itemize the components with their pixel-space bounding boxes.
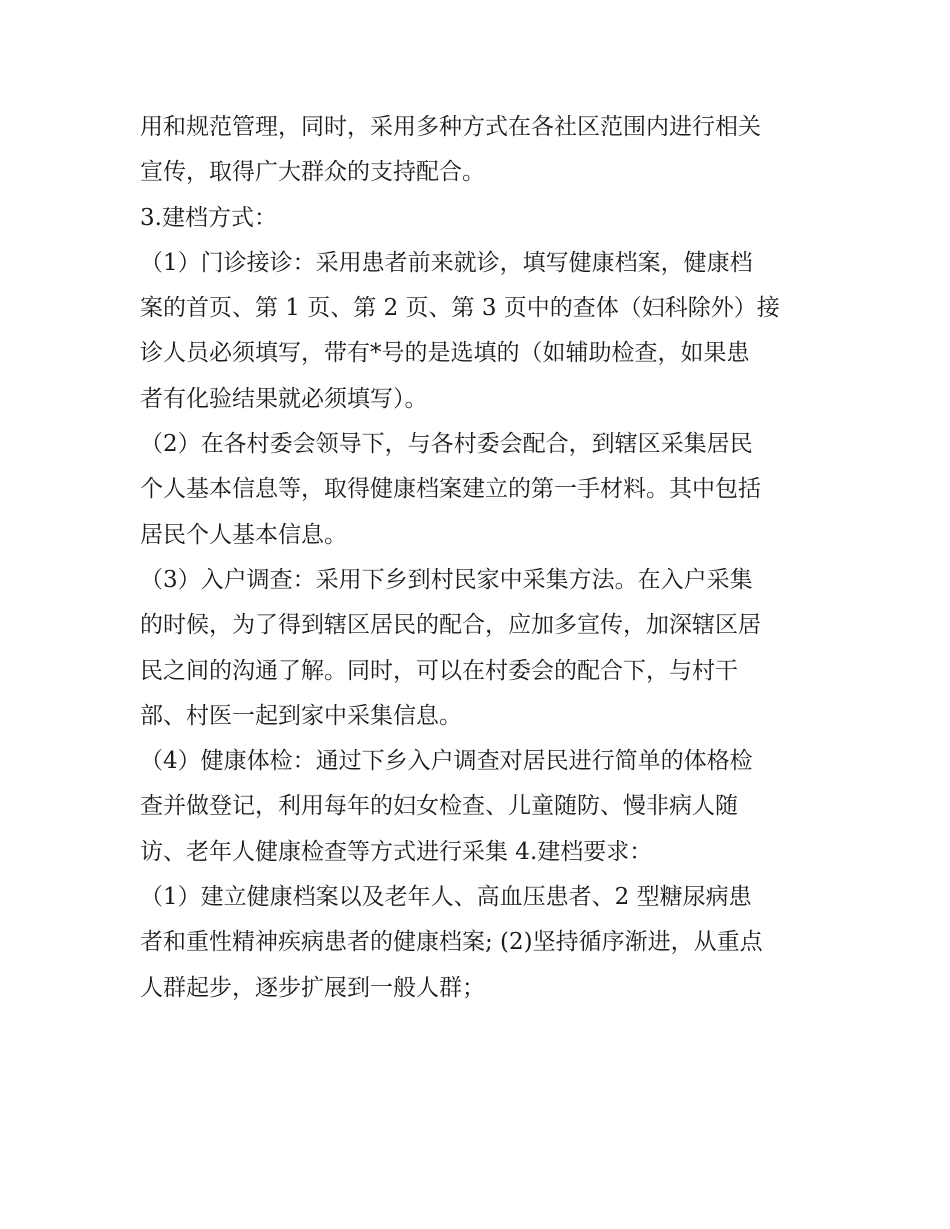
text-line: 者有化验结果就必须填写）。	[140, 385, 428, 412]
text-line: 案的首页、第 1 页、第 2 页、第 3 页中的查体（妇科除外）接	[140, 295, 780, 322]
text-line: （1）建立健康档案以及老年人、高血压患者、2 型糖尿病患	[140, 884, 752, 911]
text-line: 访、老年人健康检查等方式进行采集 4.建档要求：	[140, 838, 653, 865]
text-line: （3）入户调查：采用下乡到村民家中采集方法。在入户采集	[140, 566, 753, 593]
text-line: （1）门诊接诊：采用患者前来就诊，填写健康档案，健康档	[140, 249, 753, 276]
text-line: （2）在各村委会领导下，与各村委会配合，到辖区采集居民	[140, 431, 753, 458]
text-line: 诊人员必须填写，带有*号的是选填的（如辅助检查，如果患	[140, 340, 750, 367]
section-heading: 3.建档方式：	[140, 204, 277, 231]
text-line: 部、村医一起到家中采集信息。	[140, 702, 462, 729]
text-line: （4）健康体检：通过下乡入户调查对居民进行简单的体格检	[140, 748, 753, 775]
text-line: 民之间的沟通了解。同时，可以在村委会的配合下，与村干	[140, 657, 738, 684]
document-body	[140, 105, 820, 1011]
text-line: 人群起步，逐步扩展到一般人群；	[140, 974, 485, 1001]
text-line: 查并做登记，利用每年的妇女检查、儿童随防、慢非病人随	[140, 793, 738, 820]
text-line: 居民个人基本信息。	[140, 521, 347, 548]
text-line: 的时候，为了得到辖区居民的配合，应加多宣传，加深辖区居	[140, 612, 761, 639]
text-line: 个人基本信息等，取得健康档案建立的第一手材料。其中包括	[140, 476, 761, 503]
text-line: 宣传，取得广大群众的支持配合。	[140, 159, 485, 186]
text-line: 者和重性精神疾病患者的健康档案; (2)坚持循序渐进，从重点	[140, 929, 763, 956]
text-line: 用和规范管理，同时，采用多种方式在各社区范围内进行相关	[140, 114, 761, 140]
